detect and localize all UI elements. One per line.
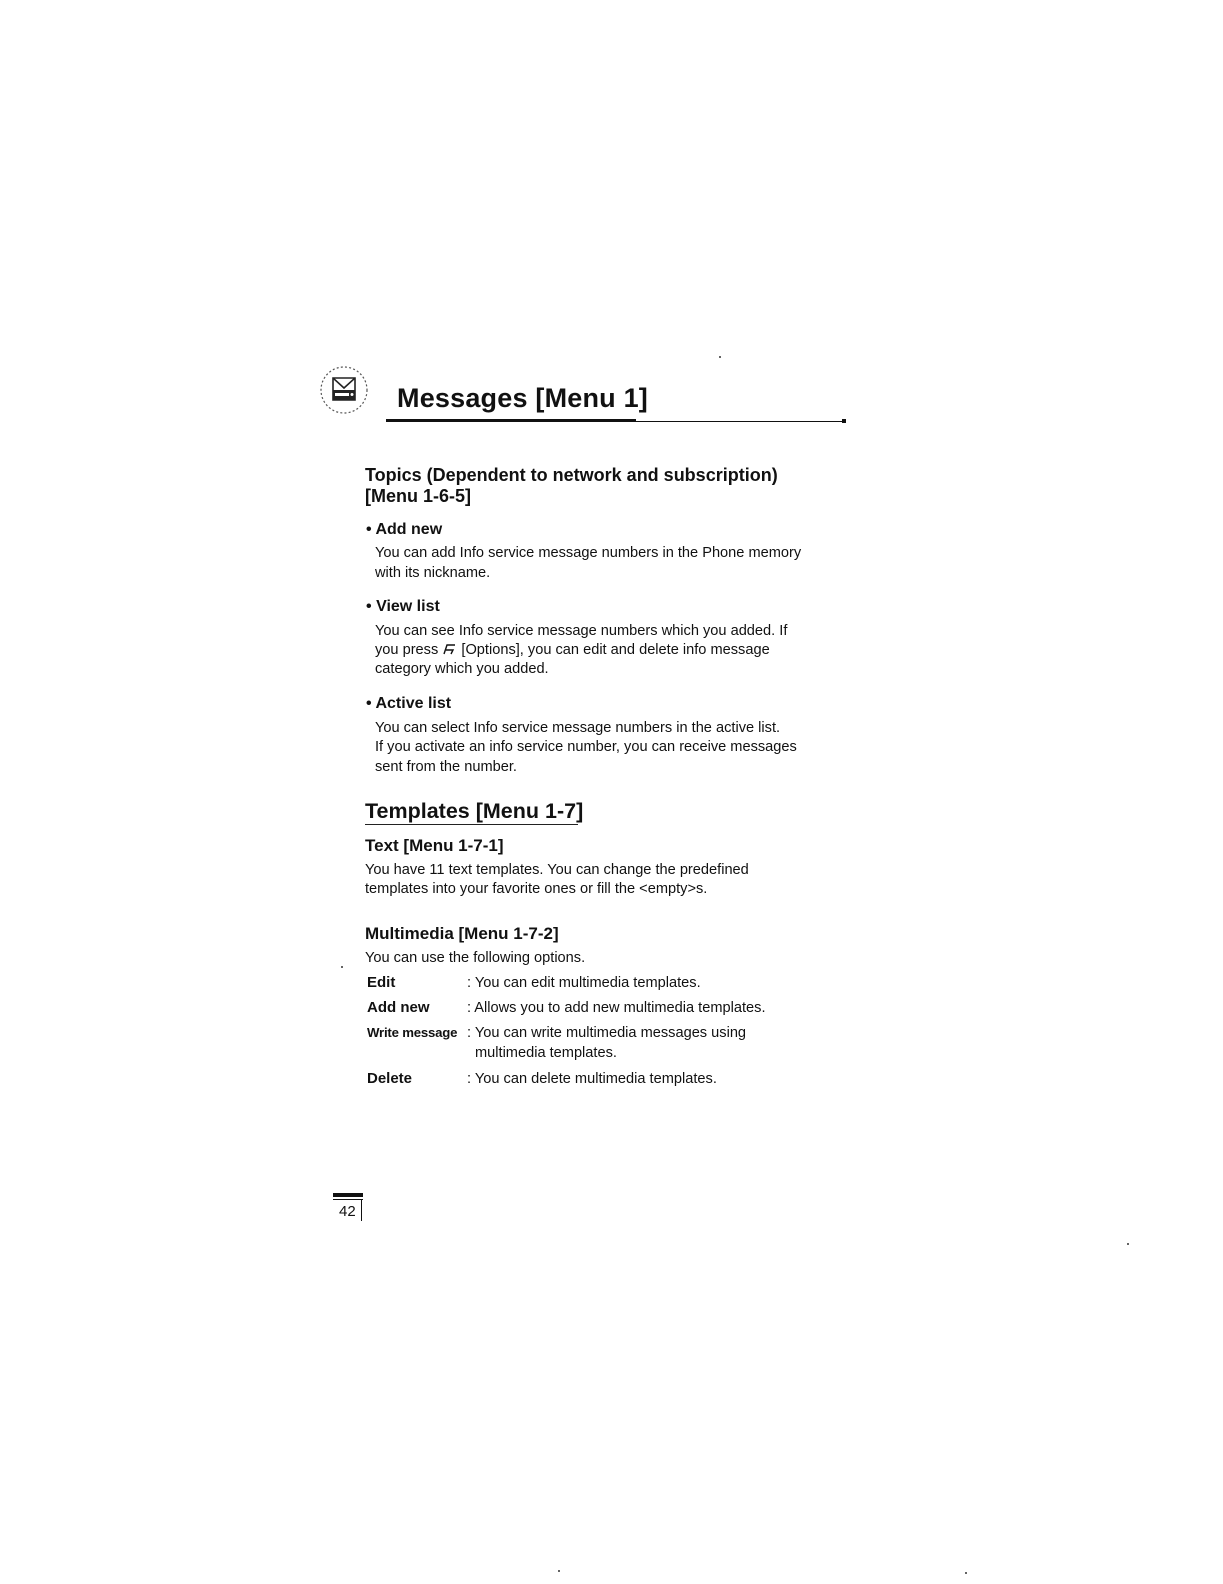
- scan-speck: [965, 1572, 967, 1574]
- title-rule-end: [842, 419, 846, 423]
- option-write-message-desc-line1: : You can write multimedia messages using: [467, 1025, 747, 1041]
- text-templates-line1: You have 11 text templates. You can change the predefined: [365, 862, 749, 878]
- page-title: Messages [Menu 1]: [397, 383, 648, 413]
- topics-heading-line1: Topics (Dependent to network and subscription): [365, 465, 778, 485]
- view-list-line2: [375, 641, 770, 661]
- text-templates-line2: templates into your favorite ones or fill the <empty>s.: [365, 881, 708, 897]
- option-add-new-label: Add new: [367, 999, 430, 1016]
- scan-speck: [1127, 1243, 1129, 1245]
- active-list-line3: sent from the number.: [375, 759, 517, 775]
- option-edit-label: Edit: [367, 974, 396, 991]
- bullet: •: [366, 598, 372, 615]
- multimedia-intro: You can use the following options.: [365, 950, 586, 966]
- active-list-title: [366, 695, 451, 713]
- text-templates-title: Text [Menu 1-7-1]: [365, 836, 504, 855]
- message-envelope-icon: [318, 364, 370, 416]
- topics-heading-line2: [Menu 1-6-5]: [365, 486, 472, 506]
- templates-underline: [365, 824, 578, 825]
- soft-key-icon: [442, 641, 457, 656]
- bullet: •: [366, 695, 372, 712]
- add-new-line2: with its nickname.: [375, 565, 491, 581]
- view-list-title: [366, 598, 440, 616]
- add-new-line1: You can add Info service message numbers in the Phone memory: [375, 545, 802, 561]
- active-list-label: Active list: [375, 695, 452, 712]
- view-list-label: View list: [376, 598, 440, 615]
- option-write-message-desc-line2: multimedia templates.: [475, 1045, 617, 1061]
- add-new-title: [366, 521, 442, 539]
- scan-speck: [341, 966, 343, 968]
- view-list-line1: You can see Info service message numbers which you added. If: [375, 623, 788, 639]
- page-number: 42: [339, 1203, 356, 1220]
- scan-speck: [719, 356, 721, 358]
- active-list-line1: You can select Info service message numbers in the active list.: [375, 720, 781, 736]
- option-add-new-desc: : Allows you to add new multimedia templates.: [467, 1000, 766, 1016]
- active-list-line2: If you activate an info service number, you can receive messages: [375, 739, 797, 755]
- scan-speck: [558, 1570, 560, 1572]
- templates-title: Templates [Menu 1-7]: [365, 799, 584, 823]
- multimedia-title: Multimedia [Menu 1-7-2]: [365, 924, 559, 943]
- option-delete-desc: : You can delete multimedia templates.: [467, 1071, 717, 1087]
- bullet: •: [366, 521, 372, 538]
- view-list-line2-start: you press: [375, 642, 439, 658]
- option-delete-label: Delete: [367, 1070, 413, 1087]
- option-write-message-label: Write message: [367, 1025, 458, 1040]
- view-list-line3: category which you added.: [375, 661, 549, 677]
- page-number-divider: [361, 1199, 362, 1221]
- view-list-line2-end: [Options], you can edit and delete info message: [461, 642, 770, 658]
- page-number-mark: [333, 1193, 363, 1197]
- option-edit-desc: : You can edit multimedia templates.: [467, 975, 701, 991]
- page-number-mark-line: [333, 1199, 363, 1200]
- title-rule-thin: [386, 421, 846, 422]
- add-new-label: Add new: [375, 521, 443, 538]
